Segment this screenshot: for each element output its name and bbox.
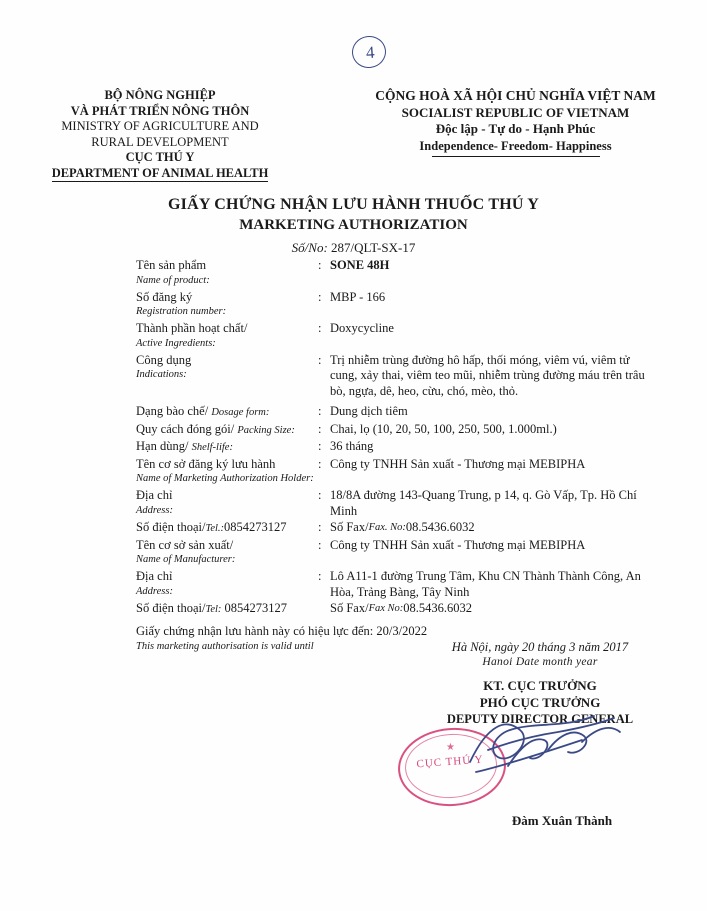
ministry-line-1: BỘ NÔNG NGHIỆP <box>104 88 216 102</box>
field-label <box>136 439 318 456</box>
document-header <box>0 88 707 182</box>
department-line-en: DEPARTMENT OF ANIMAL HEALTH <box>51 165 269 180</box>
holder-phone-value: 0854273127 <box>224 520 287 534</box>
holder-phone-label-en: Tel.: <box>205 523 225 534</box>
holder-phone-label-vn: Số điện thoại/ <box>136 520 206 534</box>
country-name-vn: CỘNG HOÀ XÃ HỘI CHỦ NGHĨA VIỆT NAM <box>375 88 656 103</box>
manufacturer-address-label-vn: Địa chỉ <box>136 569 173 583</box>
page-number-value: 4 <box>365 42 375 63</box>
page-number-mark <box>352 36 386 70</box>
motto-en: Independence- Freedom- Happiness <box>419 138 612 153</box>
manufacturer-value: Công ty TNHH Sản xuất - Thương mại MEBIPHA <box>330 537 586 552</box>
document-title-block <box>0 196 707 256</box>
holder-label-en: Name of Marketing Authorization Holder: <box>136 473 314 484</box>
field-colon: : <box>318 421 322 436</box>
holder-address-label-en: Address: <box>136 504 173 516</box>
dosage-form-label-en: Dosage form: <box>211 407 270 418</box>
field-label <box>136 321 318 352</box>
field-holder-phone <box>136 520 656 537</box>
field-shelf-life <box>136 439 656 456</box>
manufacturer-label-vn: Tên cơ sở sản xuất/ <box>136 537 234 552</box>
signature-block <box>390 640 690 829</box>
shelf-life-value: 36 tháng <box>330 439 374 453</box>
field-label <box>136 404 318 421</box>
signer-role-3: DEPUTY DIRECTOR GENERAL <box>446 712 634 726</box>
holder-fax <box>330 520 656 536</box>
field-registration-number <box>136 290 656 321</box>
manufacturer-phone-label-en: Tel: <box>205 604 222 615</box>
field-authorization-holder <box>136 457 656 488</box>
authorization-number-label: Số/No: <box>291 240 328 255</box>
field-label <box>136 488 318 519</box>
title-en: MARKETING AUTHORIZATION <box>239 217 468 233</box>
field-colon: : <box>318 258 322 272</box>
product-name-value: SONE 48H <box>330 258 390 272</box>
field-manufacturer-address <box>136 569 656 600</box>
holder-fax-label-en: Fax. No: <box>368 522 406 533</box>
holder-fax-value: 08.5436.6032 <box>405 520 475 534</box>
packing-size-value: Chai, lọ (10, 20, 50, 100, 250, 500, 1.000ml.) <box>330 421 557 436</box>
motto-vn: Độc lập - Tự do - Hạnh Phúc <box>435 121 596 136</box>
indications-label-vn: Công dụng <box>136 352 192 367</box>
indications-label-en: Indications: <box>136 369 187 380</box>
signer-role-2: PHÓ CỤC TRƯỞNG <box>479 695 601 710</box>
field-colon: : <box>318 289 322 304</box>
field-manufacturer <box>136 538 656 569</box>
field-colon: : <box>318 352 322 367</box>
shelf-life-label-en: Shelf-life: <box>191 442 233 453</box>
packing-size-label-en: Packing Size: <box>237 424 295 436</box>
ministry-line-2: VÀ PHÁT TRIỂN NÔNG THÔN <box>70 103 250 118</box>
active-ingredients-label-vn: Thành phần hoạt chất/ <box>136 321 248 335</box>
field-label <box>136 353 318 384</box>
active-ingredients-label-en: Active Ingredients: <box>136 337 216 349</box>
field-dosage-form <box>136 404 656 421</box>
field-colon: : <box>318 488 322 502</box>
department-line-vn: CỤC THÚ Y <box>125 150 195 164</box>
motto-underline <box>432 156 600 157</box>
field-colon: : <box>318 321 322 335</box>
field-holder-address <box>136 488 656 519</box>
indications-value: Trị nhiễm trùng đường hô hấp, thối móng, viêm vú, viêm tử cung, xảy thai, viêm teo mũi, nhiễm trùng đường máu trên trâu bò, ngựa, dê, heo, cừu, chó, mèo, thỏ. <box>330 352 645 398</box>
packing-size-label-vn: Quy cách đóng gói/ <box>136 421 235 436</box>
holder-address-value: 18/8A đường 143-Quang Trung, p 14, q. Gò Vấp, Tp. Hồ Chí Minh <box>330 488 637 518</box>
field-active-ingredients <box>136 321 656 352</box>
field-colon: : <box>318 520 322 534</box>
authorization-number-value: 287/QLT-SX-17 <box>331 240 416 255</box>
country-name-en: SOCIALIST REPUBLIC OF VIETNAM <box>401 104 630 120</box>
ministry-block <box>0 88 320 182</box>
manufacturer-fax-label-vn: Số Fax/ <box>330 601 369 615</box>
title-vn: GIẤY CHỨNG NHẬN LƯU HÀNH THUỐC THÚ Y <box>168 196 539 213</box>
registration-number-label-en: Registration number: <box>136 306 227 317</box>
signature-date-en: Hanoi Date month year <box>482 656 598 668</box>
manufacturer-fax-label-en: Fax No: <box>368 603 404 614</box>
field-packing-size <box>136 422 656 439</box>
manufacturer-phone-label-vn: Số điện thoại/ <box>136 601 206 615</box>
field-colon: : <box>318 456 322 471</box>
holder-value: Công ty TNHH Sản xuất - Thương mại MEBIPHA <box>330 456 586 471</box>
product-name-label-en: Name of product: <box>136 274 210 286</box>
holder-address-label-vn: Địa chỉ <box>136 488 173 502</box>
field-indications <box>136 353 656 400</box>
field-colon: : <box>318 569 322 583</box>
field-label <box>136 422 318 439</box>
fields-table <box>136 258 656 654</box>
field-product-name <box>136 258 656 289</box>
shelf-life-label-vn: Hạn dùng/ <box>136 439 189 453</box>
manufacturer-address-label-en: Address: <box>136 585 173 597</box>
validity-text-en: This marketing authorisation is valid until <box>136 640 314 652</box>
validity-text-vn: Giấy chứng nhận lưu hành này có hiệu lực đến: 20/3/2022 <box>136 623 428 638</box>
stamp-text: CỤC THÚ Y <box>416 753 484 771</box>
signer-role-1: KT. CỤC TRƯỞNG <box>483 678 597 693</box>
product-name-label-vn: Tên sản phẩm <box>136 258 207 272</box>
registration-number-label-vn: Số đăng ký <box>136 289 193 304</box>
field-label <box>136 457 318 488</box>
dosage-form-value: Dung dịch tiêm <box>330 404 408 418</box>
national-heading-block <box>320 88 707 182</box>
field-label <box>136 258 318 289</box>
field-label <box>136 520 318 537</box>
field-label <box>136 601 318 618</box>
registration-number-value: MBP - 166 <box>330 289 386 304</box>
field-colon: : <box>318 439 322 453</box>
stamp-star-icon: ★ <box>446 742 455 753</box>
field-label <box>136 538 318 569</box>
field-colon: : <box>318 404 322 418</box>
manufacturer-label-en: Name of Manufacturer: <box>136 554 236 565</box>
authorization-number <box>0 240 707 256</box>
field-manufacturer-phone <box>136 601 656 618</box>
manufacturer-fax-value: 08.5436.6032 <box>403 601 473 615</box>
field-label <box>136 569 318 600</box>
manufacturer-address-value: Lô A11-1 đường Trung Tâm, Khu CN Thành Thành Công, An Hòa, Trảng Bàng, Tây Ninh <box>330 569 641 599</box>
signature-date: Hà Nội, ngày 20 tháng 3 năm 2017 <box>451 640 629 654</box>
ministry-line-4: RURAL DEVELOPMENT <box>91 134 229 149</box>
holder-fax-label-vn: Số Fax/ <box>330 520 369 534</box>
signer-name: Đàm Xuân Thành <box>511 813 613 828</box>
manufacturer-phone-value: 0854273127 <box>224 601 288 615</box>
manufacturer-fax <box>330 601 656 617</box>
ministry-line-3: MINISTRY OF AGRICULTURE AND <box>61 119 259 133</box>
field-colon: : <box>318 537 322 552</box>
active-ingredients-value: Doxycycline <box>330 321 394 335</box>
field-label <box>136 290 318 321</box>
dosage-form-label-vn: Dạng bào chế/ <box>136 404 209 418</box>
holder-label-vn: Tên cơ sở đăng ký lưu hành <box>136 456 276 471</box>
